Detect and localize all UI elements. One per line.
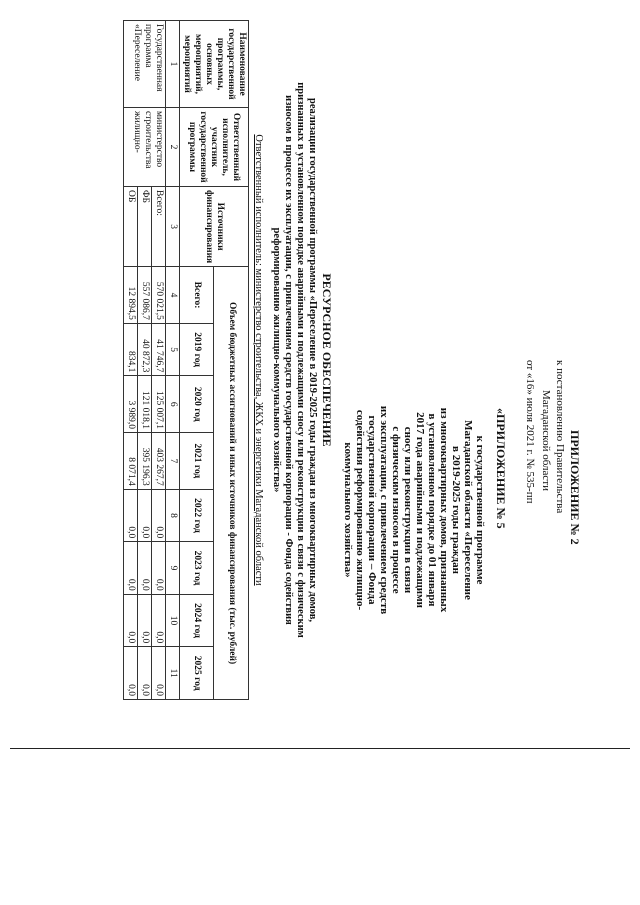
column-index: 10 <box>166 594 180 647</box>
appendix5-text <box>342 360 486 660</box>
col-header-name: Наименование государственной программы, основных мероприятий, мероприятий <box>180 21 249 108</box>
value-cell: 125 007,1 <box>152 376 166 433</box>
col-header-executor: Ответственный исполнитель, участник государственной программы <box>180 108 249 187</box>
heading-line: признанных в установленном порядке аварийными и подлежащими сносу или реконструкции в связи с физическим <box>295 82 306 638</box>
appendix5-line: в установленном порядке до 01 января <box>426 413 438 607</box>
resource-table <box>123 20 249 700</box>
value-cell: 0,0 <box>124 594 138 647</box>
value-cell: 0,0 <box>152 647 166 700</box>
executor-name: министерство строительства жилищно- <box>124 108 166 187</box>
appendix5-line: к государственной программе <box>474 435 486 585</box>
source-cell: Всего: <box>152 187 166 267</box>
column-index: 9 <box>166 542 180 595</box>
appendix5-line: в 2019-2025 годы граждан <box>450 446 462 574</box>
column-index: 11 <box>166 647 180 700</box>
value-cell: 0,0 <box>124 542 138 595</box>
col-header-year: 2019 год <box>180 323 215 376</box>
appendix-line-2: Магаданской области <box>540 390 552 491</box>
value-cell: 40 872,3 <box>138 323 152 376</box>
appendix5-line: их эксплуатации, с привлечением средств <box>378 405 390 615</box>
col-header-total: Всего: <box>180 267 215 324</box>
column-index: 7 <box>166 433 180 490</box>
heading-line: износом в процессе их эксплуатации, с привлечением средств государственной корпорации - Фонда содействия <box>283 95 294 625</box>
value-cell: 0,0 <box>138 542 152 595</box>
appendix5-line: Магаданской области «Переселение <box>462 420 474 600</box>
heading-line: реформированию жилищно-коммунального хозяйства» <box>271 227 282 493</box>
col-header-source: Источники финансирования <box>180 187 249 267</box>
appendix5-line: сносу или реконструкции в связи <box>402 426 414 594</box>
appendix5-line: из многоквартирных домов, признанных <box>438 407 450 613</box>
appendix-line-1: к постановлению Правительства <box>554 360 566 514</box>
appendix5-line: государственной корпорации – Фонда <box>366 415 378 605</box>
appendix5-line: 2017 года аварийными и подлежащими <box>414 412 426 608</box>
value-cell: 41 746,7 <box>152 323 166 376</box>
column-index: 1 <box>166 21 180 108</box>
appendix5-line: содействия реформированию жилищно- <box>354 409 366 611</box>
col-header-year: 2024 год <box>180 594 215 647</box>
table-header-row <box>214 21 249 700</box>
value-cell: 12 894,5 <box>124 267 138 324</box>
heading-line: реализации государственной программы «Переселение в 2019-2025 годы граждан из многоквартирных домов, <box>307 97 318 622</box>
value-cell: 834,1 <box>124 323 138 376</box>
value-cell: 0,0 <box>152 594 166 647</box>
heading-title: РЕСУРСНОЕ ОБЕСПЕЧЕНИЕ <box>320 273 334 447</box>
col-header-volume: Объем бюджетных ассигнований и иных источников финансирования (тыс. рублей) <box>214 267 249 700</box>
value-cell: 557 086,7 <box>138 267 152 324</box>
responsible-executor: Ответственный исполнитель: министерство строительства, ЖКХ и энергетики Магаданской области <box>253 134 264 586</box>
appendix-line-3: от «16» июля 2021 г. № 535-пп <box>524 360 536 504</box>
value-cell: 0,0 <box>124 489 138 542</box>
value-cell: 121 018,1 <box>138 376 152 433</box>
col-header-year: 2025 год <box>180 647 215 700</box>
value-cell: 403 267,7 <box>152 433 166 490</box>
col-header-year: 2021 год <box>180 433 215 490</box>
value-cell: 0,0 <box>152 489 166 542</box>
column-index: 2 <box>166 108 180 187</box>
appendix5-line: коммунального хозяйства» <box>342 442 354 578</box>
appendix5-line: с физическим износом в процессе <box>390 426 402 594</box>
value-cell: 0,0 <box>138 489 152 542</box>
column-index: 5 <box>166 323 180 376</box>
value-cell: 0,0 <box>124 647 138 700</box>
value-cell: 3 989,0 <box>124 376 138 433</box>
value-cell: 395 196,3 <box>138 433 152 490</box>
value-cell: 0,0 <box>138 594 152 647</box>
column-index: 4 <box>166 267 180 324</box>
page-divider <box>10 748 630 749</box>
column-index-row <box>166 21 180 700</box>
program-name: Государственная программа «Переселение <box>124 21 166 108</box>
column-index: 8 <box>166 489 180 542</box>
heading-text <box>270 20 318 700</box>
appendix5-title: «ПРИЛОЖЕНИЕ № 5 <box>494 408 508 529</box>
col-header-year: 2023 год <box>180 542 215 595</box>
appendix-title: ПРИЛОЖЕНИЕ № 2 <box>568 430 582 545</box>
value-cell: 0,0 <box>152 542 166 595</box>
source-cell: ОБ <box>124 187 138 267</box>
value-cell: 0,0 <box>138 647 152 700</box>
column-index: 3 <box>166 187 180 267</box>
column-index: 6 <box>166 376 180 433</box>
value-cell: 570 021,5 <box>152 267 166 324</box>
table-row <box>152 21 166 700</box>
col-header-year: 2022 год <box>180 489 215 542</box>
col-header-year: 2020 год <box>180 376 215 433</box>
source-cell: ФБ <box>138 187 152 267</box>
value-cell: 8 071,4 <box>124 433 138 490</box>
